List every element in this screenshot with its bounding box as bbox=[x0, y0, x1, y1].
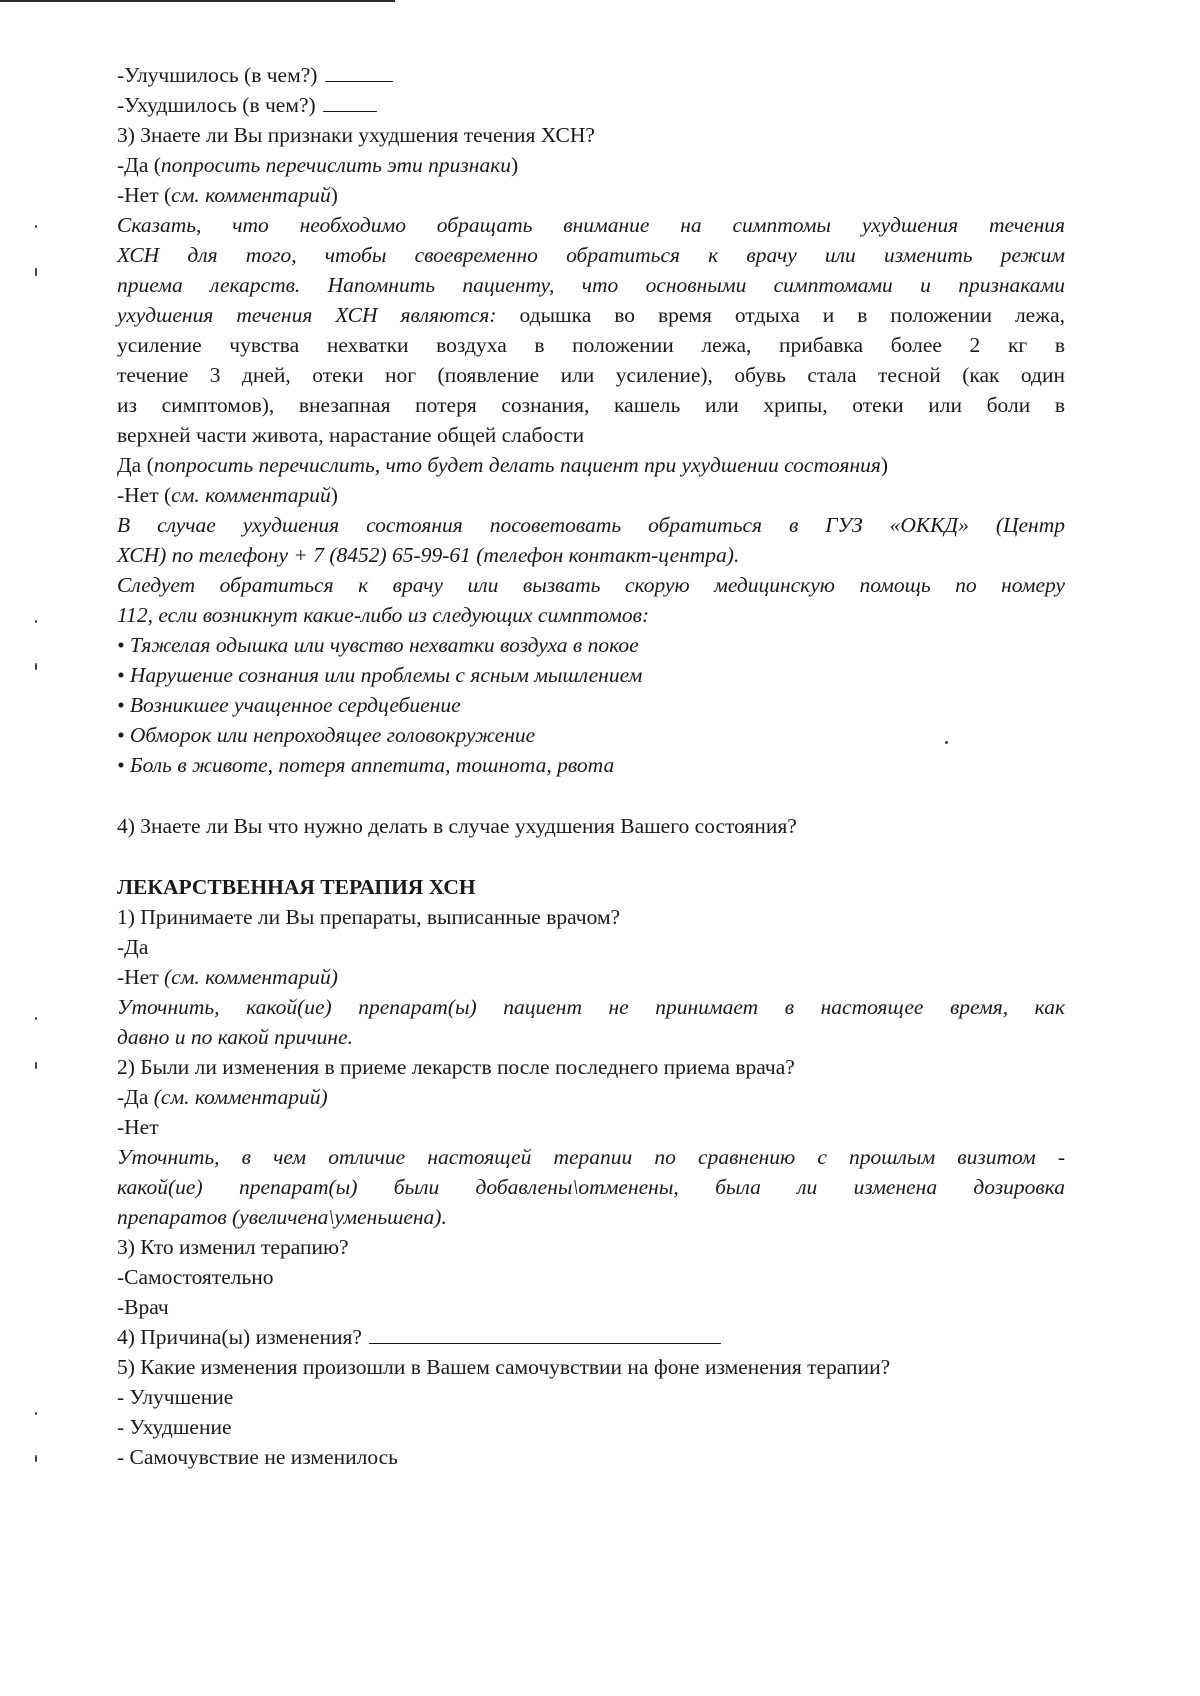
no-prefix: -Нет ( bbox=[117, 483, 172, 507]
comment-tail-regular: одышка во время отдыха и в положении лежа, bbox=[496, 303, 1065, 327]
therapy-q1-comment-line: Уточнить, какой(ие) препарат(ы) пациент не принимает в настоящее время, как bbox=[117, 995, 1065, 1019]
therapy-q2-comment-line: Уточнить, в чем отличие настоящей терапии по сравнению с прошлым визитом - bbox=[117, 1145, 1065, 1169]
comment-tail-italic: ухудшения течения ХСН являются: bbox=[117, 303, 497, 327]
close-paren: ) bbox=[330, 483, 338, 507]
close-paren: ) bbox=[330, 183, 338, 207]
therapy-q1: 1) Принимаете ли Вы препараты, выписанные врачом? bbox=[117, 905, 621, 929]
therapy-q1-comment-line: давно и по какой причине. bbox=[117, 1025, 353, 1049]
improved-label: -Улучшилось (в чем?) bbox=[117, 63, 318, 87]
signs-no-option bbox=[117, 180, 1065, 210]
actions-yes-option bbox=[117, 450, 1065, 480]
therapy-q3-option: -Самостоятельно bbox=[117, 1265, 274, 1289]
signs-comment-line: ХСН для того, чтобы своевременно обратиться к врачу или изменить режим bbox=[117, 243, 1065, 267]
urgent-symptom-item: • Боль в животе, потеря аппетита, тошнота, рвота bbox=[117, 753, 615, 777]
improved-answer-blank[interactable] bbox=[325, 62, 393, 82]
no-note: см. комментарий bbox=[171, 483, 331, 507]
actions-question: 4) Знаете ли Вы что нужно делать в случае ухудшения Вашего состояния? bbox=[117, 814, 797, 838]
worsened-line bbox=[117, 90, 1065, 120]
yes2-note: попросить перечислить, что будет делать пациент при ухудшении состояния bbox=[153, 453, 881, 477]
worsened-answer-blank[interactable] bbox=[323, 92, 377, 112]
q1-no-prefix: -Нет bbox=[117, 965, 164, 989]
q1-no-note: (см. комментарий) bbox=[164, 965, 338, 989]
no-note: см. комментарий bbox=[171, 183, 331, 207]
contact-line: ХСН) по телефону + 7 (8452) 65-99-61 (телефон контакт-центра). bbox=[117, 543, 740, 567]
actions-no-option bbox=[117, 480, 1065, 510]
signs-question: 3) Знаете ли Вы признаки ухудшения течения ХСН? bbox=[117, 123, 595, 147]
change-reason-blank[interactable] bbox=[369, 1324, 721, 1344]
spacer bbox=[117, 780, 1065, 811]
signs-comment-line bbox=[117, 300, 1065, 330]
symptom-line: усиление чувства нехватки воздуха в положении лежа, прибавка более 2 кг в bbox=[117, 333, 1065, 357]
therapy-q5-option: - Улучшение bbox=[117, 1385, 234, 1409]
therapy-section-heading: ЛЕКАРСТВЕННАЯ ТЕРАПИЯ ХСН bbox=[117, 875, 476, 899]
therapy-q2-comment-line: препаратов (увеличена\уменьшена). bbox=[117, 1205, 447, 1229]
signs-comment-line: Сказать, что необходимо обращать внимание на симптомы ухудшения течения bbox=[117, 213, 1065, 237]
spacer bbox=[117, 841, 1065, 872]
therapy-q4-line bbox=[117, 1322, 1065, 1352]
q2-yes-prefix: -Да bbox=[117, 1085, 154, 1109]
symptom-line: из симптомов), внезапная потеря сознания, кашель или хрипы, отеки или боли в bbox=[117, 393, 1065, 417]
therapy-q5-option: - Ухудшение bbox=[117, 1415, 232, 1439]
symptom-line: течение 3 дней, отеки ног (появление или усиление), обувь стала тесной (как один bbox=[117, 363, 1065, 387]
therapy-q1-no bbox=[117, 962, 1065, 992]
top-edge-line bbox=[0, 0, 395, 2]
improved-line bbox=[117, 60, 1065, 90]
symptom-line: верхней части живота, нарастание общей слабости bbox=[117, 423, 585, 447]
contact-line: В случае ухудшения состояния посоветовать обратиться в ГУЗ «ОККД» (Центр bbox=[117, 513, 1065, 537]
signs-comment-line: приема лекарств. Напомнить пациенту, что основными симптомами и признаками bbox=[117, 273, 1065, 297]
margin-mark bbox=[35, 1455, 37, 1462]
margin-mark bbox=[35, 225, 37, 228]
therapy-q2-comment-line: какой(ие) препарат(ы) были добавлены\отменены, была ли изменена дозировка bbox=[117, 1175, 1065, 1199]
yes2-prefix: Да ( bbox=[117, 453, 154, 477]
urgent-symptom-item: • Обморок или непроходящее головокружение bbox=[117, 723, 536, 747]
margin-mark bbox=[35, 1062, 37, 1069]
yes-note: попросить перечислить эти признаки bbox=[160, 153, 512, 177]
margin-mark bbox=[35, 620, 37, 623]
urgent-symptom-item: • Тяжелая одышка или чувство нехватки воздуха в покое bbox=[117, 633, 639, 657]
therapy-q4-label: 4) Причина(ы) изменения? bbox=[117, 1325, 362, 1349]
urgent-symptom-item: • Нарушение сознания или проблемы с ясным мышлением bbox=[117, 663, 643, 687]
therapy-q2-yes bbox=[117, 1082, 1065, 1112]
contact-line: 112, если возникнут какие-либо из следующих симптомов: bbox=[117, 603, 650, 627]
questionnaire-body bbox=[117, 60, 1065, 1472]
therapy-q2-no: -Нет bbox=[117, 1115, 159, 1139]
margin-mark bbox=[35, 268, 37, 276]
contact-line: Следует обратиться к врачу или вызвать скорую медицинскую помощь по номеру bbox=[117, 573, 1065, 597]
close-paren: ) bbox=[511, 153, 519, 177]
signs-yes-option bbox=[117, 150, 1065, 180]
urgent-symptom-item: • Возникшее учащенное сердцебиение bbox=[117, 693, 461, 717]
margin-mark bbox=[35, 1412, 37, 1415]
therapy-q5: 5) Какие изменения произошли в Вашем самочувствии на фоне изменения терапии? bbox=[117, 1355, 891, 1379]
margin-mark bbox=[35, 1017, 37, 1020]
therapy-q3: 3) Кто изменил терапию? bbox=[117, 1235, 349, 1259]
therapy-q2: 2) Были ли изменения в приеме лекарств после последнего приема врача? bbox=[117, 1055, 795, 1079]
no-prefix: -Нет ( bbox=[117, 183, 172, 207]
close-paren: ) bbox=[880, 453, 889, 477]
therapy-q3-option: -Врач bbox=[117, 1295, 169, 1319]
margin-mark bbox=[35, 663, 37, 670]
therapy-q5-option: - Самочувствие не изменилось bbox=[117, 1445, 398, 1469]
q2-yes-note: (см. комментарий) bbox=[153, 1085, 328, 1109]
worsened-label: -Ухудшилось (в чем?) bbox=[117, 93, 316, 117]
therapy-q1-yes: -Да bbox=[117, 935, 149, 959]
yes-prefix: -Да ( bbox=[117, 153, 161, 177]
